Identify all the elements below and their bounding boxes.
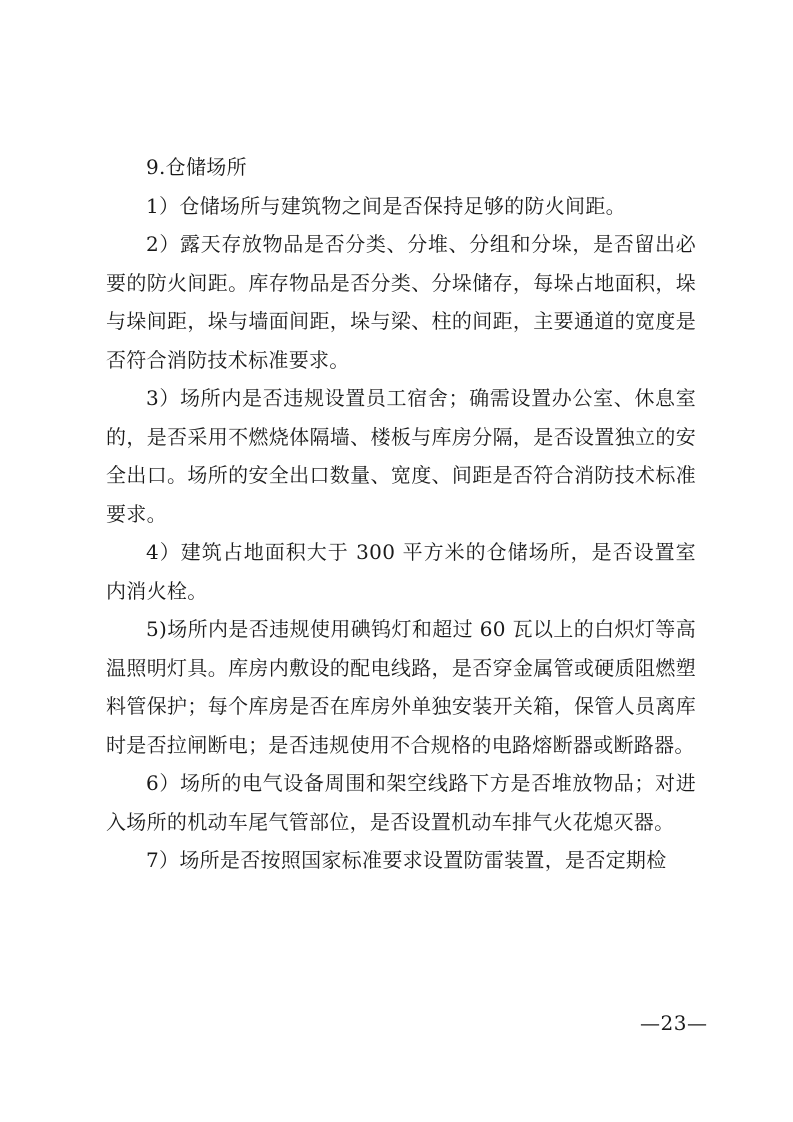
- paragraph-7: 7）场所是否按照国家标准要求设置防雷装置，是否定期检: [146, 848, 667, 872]
- page-number: —23—: [640, 1011, 708, 1035]
- paragraph-5: 5)场所内是否违规使用碘钨灯和超过 60 瓦以上的白炽灯等高温照明灯具。库房内敷设的配电线路，是否穿金属管或硬质阻燃塑料管保护；每个库房是否在库房外单独安装开关箱，保管人员离库时是否拉闸断电；是否违规使用不合规格的电路熔断器或断路器。: [106, 617, 696, 757]
- paragraph-2: 2）露天存放物品是否分类、分堆、分组和分垛，是否留出必要的防火间距。库存物品是否分类、分垛储存，每垛占地面积，垛与垛间距，垛与墙面间距，垛与梁、柱的间距，主要通道的宽度是否符合消防技术标准要求。: [106, 232, 696, 372]
- section-heading: 9.仓储场所: [146, 155, 247, 179]
- paragraph-4: 4）建筑占地面积大于 300 平方米的仓储场所，是否设置室内消火栓。: [106, 540, 696, 603]
- paragraph-6: 6）场所的电气设备周围和架空线路下方是否堆放物品；对进入场所的机动车尾气管部位，是否设置机动车排气火花熄灭器。: [106, 771, 696, 834]
- paragraph-3: 3）场所内是否违规设置员工宿舍；确需设置办公室、休息室的，是否采用不燃烧体隔墙、楼板与库房分隔，是否设置独立的安全出口。场所的安全出口数量、宽度、间距是否符合消防技术标准要求。: [106, 386, 696, 526]
- paragraph-1: 1）仓储场所与建筑物之间是否保持足够的防火间距。: [146, 193, 626, 218]
- document-body: [106, 148, 696, 880]
